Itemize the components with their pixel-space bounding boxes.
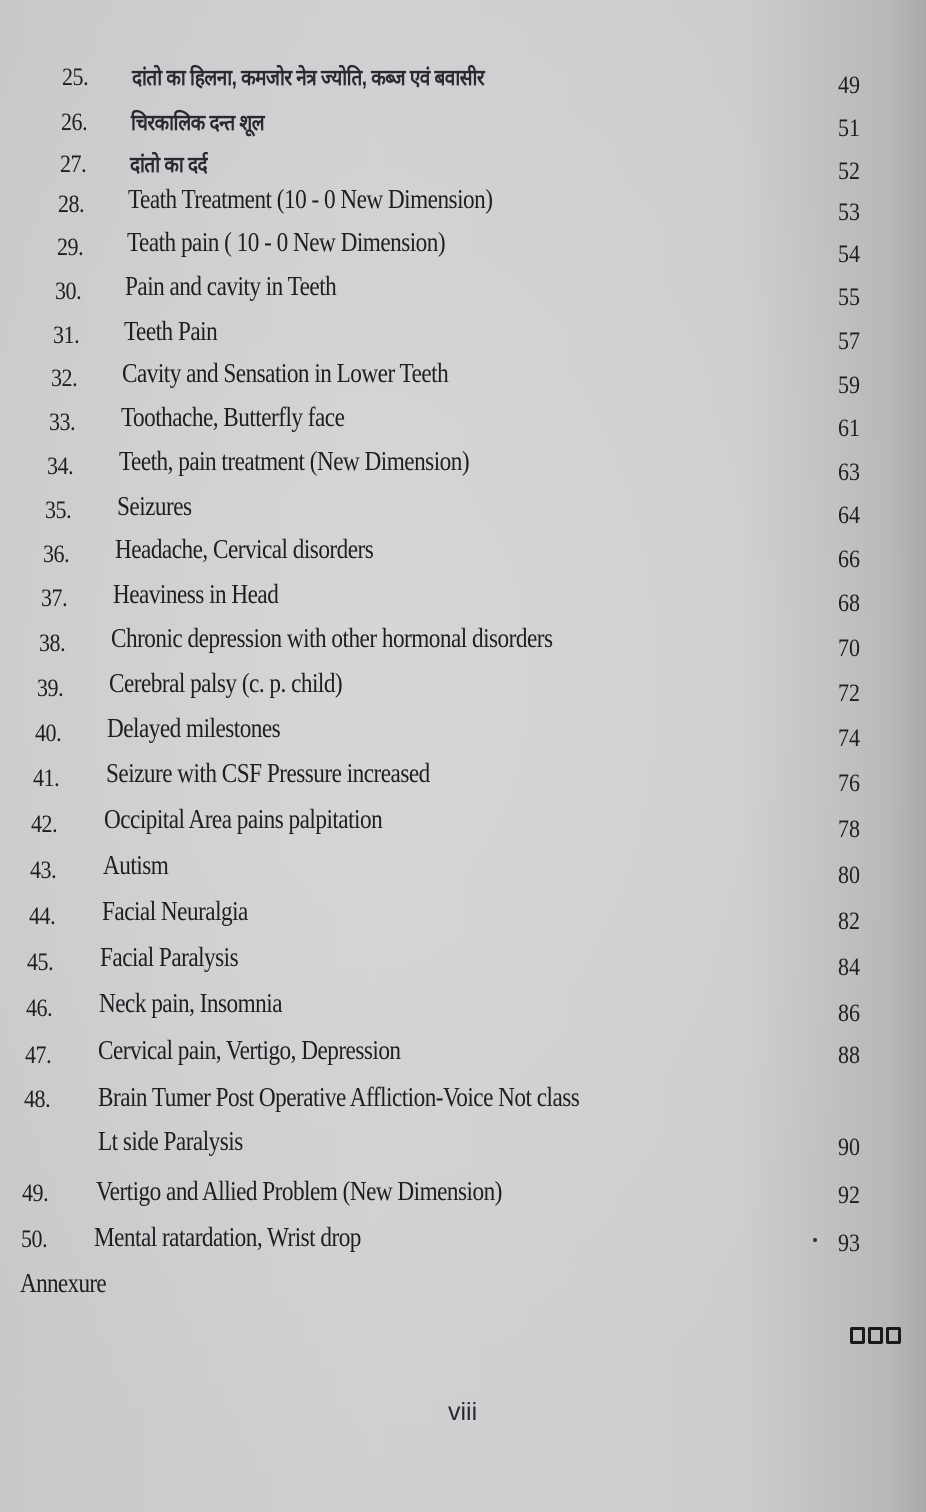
entry-page: 54 (838, 241, 860, 268)
entry-title: Heaviness in Head (113, 579, 279, 609)
entry-number: 36. (43, 541, 70, 568)
entry-title: Teeth, pain treatment (New Dimension) (119, 446, 470, 476)
entry-title: Vertigo and Allied Problem (New Dimension) (96, 1176, 502, 1206)
entry-page: 76 (838, 770, 860, 797)
entry-title: Cavity and Sensation in Lower Teeth (122, 358, 449, 388)
entry-page: 74 (838, 725, 860, 752)
toc-entry-37 (0, 578, 926, 622)
entry-title: Teath Treatment (10 - 0 New Dimension) (128, 184, 493, 214)
entry-number: 38. (39, 630, 66, 657)
entry-title-line2: Lt side Paralysis (98, 1126, 243, 1156)
entry-title: Seizures (117, 491, 192, 521)
entry-number: 27. (60, 151, 87, 178)
entry-number: 34. (47, 453, 74, 480)
box-glyph-icon (850, 1327, 865, 1344)
toc-entry-50 (0, 1222, 926, 1266)
entry-number: 44. (29, 903, 56, 930)
entry-title: Pain and cavity in Teeth (125, 271, 337, 301)
entry-number: 28. (58, 191, 85, 218)
entry-title: Neck pain, Insomnia (99, 988, 283, 1018)
toc-entry-36 (0, 534, 926, 578)
entry-page: 59 (838, 372, 860, 399)
entry-title: Cervical pain, Vertigo, Depression (98, 1035, 401, 1065)
entry-number: 32. (51, 365, 78, 392)
page-folio: viii (448, 1398, 478, 1426)
entry-number: 43. (30, 857, 57, 884)
toc-entry-45 (0, 942, 926, 986)
entry-page: 88 (838, 1042, 860, 1069)
entry-page: 55 (838, 284, 860, 311)
toc-entry-28 (0, 183, 926, 227)
entry-title: Teeth Pain (124, 316, 218, 346)
entry-page: 90 (838, 1134, 860, 1161)
ink-speck (813, 1238, 817, 1242)
entry-title: Teath pain ( 10 - 0 New Dimension) (127, 227, 446, 257)
entry-number: 25. (62, 64, 89, 91)
entry-number: 42. (31, 811, 58, 838)
entry-page: 66 (838, 546, 860, 573)
toc-entry-39 (0, 668, 926, 712)
entry-title: Seizure with CSF Pressure increased (106, 758, 430, 788)
entry-title: दांतो का दर्द (130, 152, 208, 177)
entry-number: 39. (37, 675, 64, 702)
entry-number: 33. (49, 409, 76, 436)
toc-entry-38 (0, 623, 926, 667)
entry-title: चिरकालिक दन्त शूल (131, 110, 265, 135)
entry-number: 40. (35, 720, 62, 747)
toc-entry-42 (0, 804, 926, 848)
entry-page: 82 (838, 908, 860, 935)
entry-page: 63 (838, 459, 860, 486)
entry-title: Autism (103, 850, 169, 880)
entry-number: 26. (61, 109, 88, 136)
entry-number: 48. (24, 1086, 51, 1113)
toc-entry-40 (0, 713, 926, 757)
entry-number: 31. (53, 322, 80, 349)
toc-entry-44 (0, 896, 926, 940)
entry-page: 51 (838, 115, 860, 142)
toc-entry-48 (0, 1082, 926, 1172)
toc-entry-33 (0, 401, 926, 445)
entry-page: 70 (838, 635, 860, 662)
toc-entry-25 (0, 58, 926, 102)
entry-title: दांतो का हिलना, कमजोर नेत्र ज्योति, कब्ज एवं बवासीर (132, 65, 485, 90)
entry-title: Delayed milestones (107, 713, 281, 743)
toc-entry-35 (0, 490, 926, 534)
entry-title: Facial Neuralgia (102, 896, 248, 926)
entry-page: 52 (838, 158, 860, 185)
box-glyph-icon (886, 1327, 901, 1344)
entry-title: Facial Paralysis (100, 942, 239, 972)
toc-entry-46 (0, 988, 926, 1032)
entry-page: 84 (838, 954, 860, 981)
entry-number: 45. (27, 949, 54, 976)
toc-entry-34 (0, 445, 926, 489)
entry-page: 68 (838, 590, 860, 617)
section-end-marks (850, 1327, 901, 1344)
entry-number: 50. (21, 1226, 48, 1253)
entry-page: 61 (838, 415, 860, 442)
entry-page: 93 (838, 1230, 860, 1257)
entry-title: Chronic depression with other hormonal disorders (111, 623, 553, 653)
entry-number: 30. (55, 278, 82, 305)
entry-page: 64 (838, 502, 860, 529)
entry-page: 72 (838, 680, 860, 707)
entry-page: 78 (838, 816, 860, 843)
entry-title: Brain Tumer Post Operative Affliction-Voice Not class (98, 1082, 580, 1112)
toc-entry-26 (0, 103, 926, 147)
annexure-label: Annexure (20, 1268, 107, 1298)
toc-entry-47 (0, 1035, 926, 1079)
toc-entry-41 (0, 758, 926, 802)
entry-title: Cerebral palsy (c. p. child) (109, 668, 343, 698)
entry-number: 41. (33, 765, 60, 792)
entry-title: Occipital Area pains palpitation (104, 804, 383, 834)
entry-page: 57 (838, 328, 860, 355)
toc-entry-49 (0, 1176, 926, 1220)
entry-number: 47. (25, 1042, 52, 1069)
entry-page: 49 (838, 72, 860, 99)
toc-entry-29 (0, 226, 926, 270)
entry-number: 29. (57, 234, 84, 261)
entry-number: 49. (22, 1180, 49, 1207)
box-glyph-icon (868, 1327, 883, 1344)
entry-title: Mental ratardation, Wrist drop (94, 1222, 361, 1252)
toc-entry-31 (0, 314, 926, 358)
toc-entry-43 (0, 850, 926, 894)
entry-title: Toothache, Butterfly face (121, 402, 345, 432)
entry-page: 53 (838, 199, 860, 226)
entry-title: Headache, Cervical disorders (115, 534, 374, 564)
entry-number: 46. (26, 995, 53, 1022)
toc-entry-32 (0, 357, 926, 401)
toc-entry-30 (0, 270, 926, 314)
entry-number: 37. (41, 585, 68, 612)
entry-page: 86 (838, 1000, 860, 1027)
entry-number: 35. (45, 497, 72, 524)
entry-page: 80 (838, 862, 860, 889)
entry-page: 92 (838, 1182, 860, 1209)
